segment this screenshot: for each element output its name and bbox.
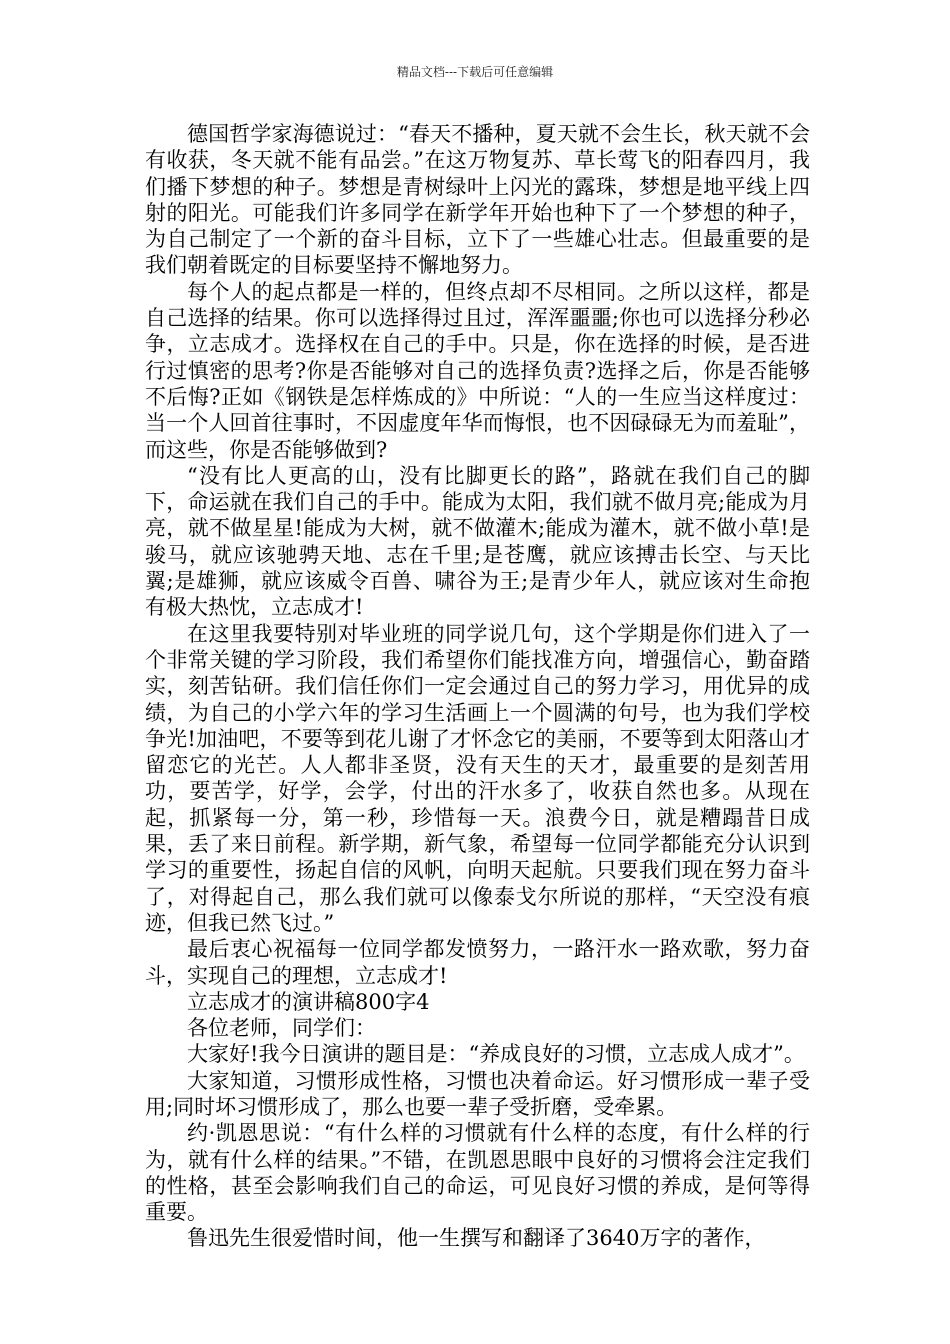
speech-title: 立志成才的演讲稿800字4: [187, 989, 430, 1014]
salutation: 各位老师，同学们：: [187, 1016, 376, 1041]
paragraph-keynes-quote: 约·凯恩思说：“有什么样的习惯就有什么样的态度，有什么样的行为，就有什么样的结果。”不错，在凯恩思眼中良好的习惯将会注定我们的性格，甚至会影响我们自己的命运，可见良好习惯的养成，是何等得重要。: [145, 1121, 810, 1225]
paragraph-lu-xun: 鲁迅先生很爱惜时间，他一生撰写和翻译了3640万字的著作，: [187, 1226, 766, 1251]
document-body: [145, 121, 810, 1252]
paragraph-habits-character: 大家知道，习惯形成性格，习惯也决着命运。好习惯形成一辈子受用;同时坏习惯形成了，那么也要一辈子受折磨，受牵累。: [145, 1068, 810, 1119]
page-header: 精品文档---下载后可任意编辑: [396, 65, 554, 79]
paragraph-graduating-class: 在这里我要特别对毕业班的同学说几句，这个学期是你们进入了一个非常关键的学习阶段，我们希望你们能找准方向，增强信心，勤奋踏实，刻苦钻研。我们信任你们一定会通过自己的努力学习，用优异的成绩，为自己的小学六年的学习生活画上一个圆满的句号，也为我们学校争光!加油吧，不要等到花儿谢了才怀念它的美丽，不要等到太阳落山才留恋它的光芒。人人都非圣贤，没有天生的天才，最重要的是刻苦用功，要苦学，好学，会学，付出的汗水多了，收获自然也多。从现在起，抓紧每一分，第一秒，珍惜每一天。浪费今日，就是糟蹋昔日成果，丢了来日前程。新学期，新气象，希望每一位同学都能充分认识到学习的重要性，扬起自信的风帆，向明天起航。只要我们现在努力奋斗了，对得起自己，那么我们就可以像泰戈尔所说的那样，“天空没有痕迹，但我已然飞过。”: [145, 621, 810, 935]
paragraph-starting-point: 每个人的起点都是一样的，但终点却不尽相同。之所以这样，都是自己选择的结果。你可以选择得过且过，浑浑噩噩;你也可以选择分秒必争，立志成才。选择权在自己的手中。只是，你在选择的时候，是否进行过慎密的思考?你是否能够对自己的选择负责?选择之后，你是否能够不后悔?正如《钢铁是怎样炼成的》中所说：“人的一生应当这样度过：当一个人回首往事时，不因虚度年华而悔恨，也不因碌碌无为而羞耻”，而这些，你是否能够做到?: [145, 279, 810, 462]
paragraph-final-wishes: 最后衷心祝福每一位同学都发愤努力，一路汗水一路欢歌，努力奋斗，实现自己的理想，立志成才!: [145, 937, 810, 988]
paragraph-heidegger-quote: 德国哲学家海德说过：“春天不播种，夏天就不会生长，秋天就不会有收获，冬天就不能有品尝。”在这万物复苏、草长莺飞的阳春四月，我们播下梦想的种子。梦想是青树绿叶上闪光的露珠，梦想是地平线上四射的阳光。可能我们许多同学在新学年开始也种下了一个梦想的种子，为自己制定了一个新的奋斗目标，立下了一些雄心壮志。但最重要的是我们朝着既定的目标要坚持不懈地努力。: [145, 122, 810, 278]
paragraph-no-higher-mountain: “没有比人更高的山，没有比脚更长的路”，路就在我们自己的脚下，命运就在我们自己的手中。能成为太阳，我们就不做月亮;能成为月亮，就不做星星!能成为大树，就不做灌木;能成为灌木，就不做小草!是骏马，就应该驰骋天地、志在千里;是苍鹰，就应该搏击长空、与天比翼;是雄狮，就应该威令百兽、啸谷为王;是青少年人，就应该对生命抱有极大热忱，立志成才!: [145, 463, 810, 620]
paragraph-speech-topic: 大家好!我今日演讲的题目是：“养成良好的习惯，立志成人成才”。: [187, 1042, 805, 1067]
